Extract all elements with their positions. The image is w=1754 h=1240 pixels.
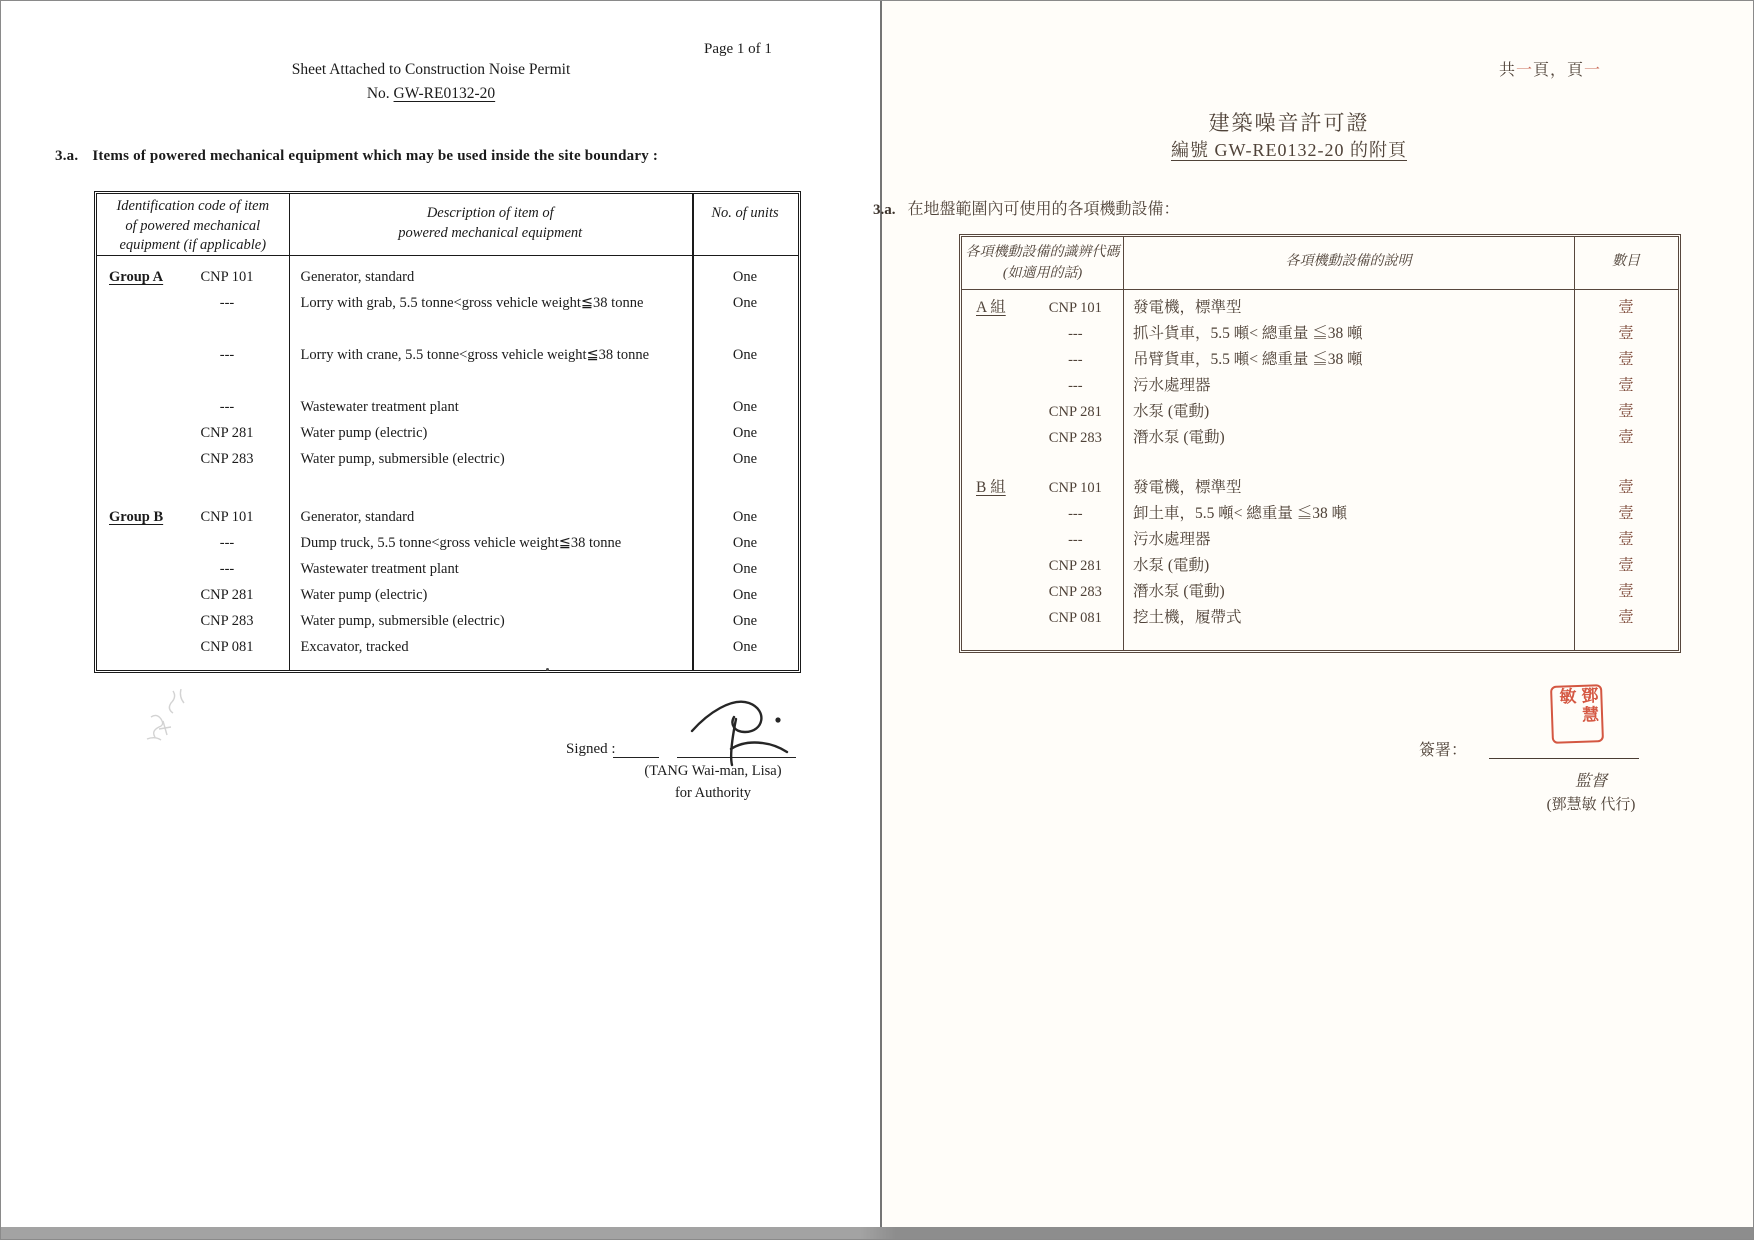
permit-no-prefix: No. [366, 85, 394, 102]
signed-label: Signed : [566, 741, 616, 757]
group-label: Group B [109, 509, 164, 525]
table-column-divider [289, 194, 291, 670]
section-number: 3.a. [55, 148, 79, 164]
section-heading-zh [873, 196, 1180, 219]
code-cell: CNP 283 [200, 451, 254, 467]
scanner-edge [1, 1227, 1754, 1240]
units-cell: One [732, 295, 758, 311]
code-cell: CNP 281 [200, 425, 254, 441]
signed-label-zh: 簽署： [1419, 742, 1468, 759]
units-cell: One [732, 425, 758, 441]
header-units-column: No. of units [711, 205, 779, 221]
table-row [962, 295, 1678, 321]
page-number: Page 1 of 1 [704, 41, 772, 57]
document-title-zh: 建築噪音許可證 [1208, 111, 1370, 135]
description-cell: 挖土機，履帶式 [1133, 609, 1242, 626]
header-line: equipment (if applicable) [119, 237, 267, 253]
units-cell: One [732, 639, 758, 655]
signer-name-zh: (鄧慧敏 代行) [1546, 797, 1636, 813]
table-row [962, 579, 1678, 605]
units-cell: One [732, 613, 758, 629]
description-cell: 卸土車，5.5 噸< 總重量 ≦38 噸 [1133, 505, 1348, 522]
code-cell: --- [219, 535, 235, 551]
name-chop-stamp [1550, 684, 1604, 744]
table-row [962, 475, 1678, 501]
table-header-row-zh [962, 237, 1678, 290]
code-cell: CNP 081 [1048, 610, 1102, 626]
code-cell: --- [1068, 378, 1083, 394]
header-description-column: 各項機動設備的說明 [1285, 254, 1412, 269]
permit-number: GW-RE0132-20 [393, 85, 496, 102]
table-row [962, 425, 1678, 451]
units-cell: 壹 [1618, 505, 1634, 522]
header-line: Description of item of [426, 205, 554, 221]
signer-role-zh: 監督 [1574, 773, 1607, 790]
signature-period [775, 717, 780, 722]
units-cell: One [732, 399, 758, 415]
section-heading-en [55, 148, 658, 165]
signer-name: (TANG Wai-man, Lisa) [644, 763, 782, 779]
code-cell: CNP 281 [1048, 404, 1102, 420]
description-cell: Wastewater treatment plant [300, 561, 459, 577]
units-cell: 壹 [1618, 325, 1634, 342]
permit-number-line-en [231, 85, 631, 103]
header-line: 各項機動設備的識辨代碼 [965, 245, 1120, 260]
signer-role: for Authority [674, 785, 752, 801]
units-cell: One [732, 451, 758, 467]
units-cell: 壹 [1618, 351, 1634, 368]
signature-ink [686, 687, 801, 767]
signature-line-zh [1489, 758, 1639, 759]
table-column-divider [692, 194, 694, 670]
table-column-divider [1123, 237, 1124, 650]
group-spacer [962, 451, 1678, 475]
code-cell: CNP 283 [1048, 584, 1102, 600]
units-cell: 壹 [1618, 557, 1634, 574]
table-row [962, 373, 1678, 399]
document-title-en: Sheet Attached to Construction Noise Permit [291, 61, 571, 78]
description-cell: Dump truck, 5.5 tonne<gross vehicle weight≦38 tonne [300, 535, 622, 551]
units-cell: 壹 [1618, 377, 1634, 394]
header-line: (如適用的話) [1002, 266, 1083, 281]
units-cell: 壹 [1618, 299, 1634, 316]
equipment-table-zh [959, 234, 1681, 653]
units-cell: One [732, 269, 758, 285]
code-cell: --- [1068, 532, 1083, 548]
code-cell: CNP 283 [1048, 430, 1102, 446]
table-row [962, 605, 1678, 631]
section-heading-text: Items of powered mechanical equipment which may be used inside the site boundary : [92, 148, 659, 164]
table-body-zh [962, 290, 1678, 631]
code-cell: CNP 101 [200, 509, 254, 525]
permit-number-line-zh: 編號 GW-RE0132-20 的附頁 [1171, 140, 1407, 160]
equipment-table-en [94, 191, 801, 673]
code-cell: CNP 281 [1048, 558, 1102, 574]
description-cell: 潛水泵 (電動) [1133, 429, 1225, 446]
description-cell: 發電機，標準型 [1133, 479, 1242, 496]
note-part: 頁，頁 [1533, 62, 1585, 79]
description-cell: 潛水泵 (電動) [1133, 583, 1225, 600]
section-number: 3.a. [873, 202, 896, 218]
description-cell: Water pump, submersible (electric) [300, 613, 505, 629]
units-cell: One [732, 561, 758, 577]
units-cell: 壹 [1618, 429, 1634, 446]
code-cell: CNP 101 [1048, 300, 1102, 316]
description-cell: 吊臂貨車，5.5 噸< 總重量 ≦38 噸 [1133, 351, 1363, 368]
description-cell: Lorry with grab, 5.5 tonne<gross vehicle weight≦38 tonne [300, 295, 644, 311]
code-cell: --- [1068, 352, 1083, 368]
units-cell: One [732, 535, 758, 551]
table-row [962, 347, 1678, 373]
description-cell: 發電機，標準型 [1133, 299, 1242, 316]
table-row [962, 527, 1678, 553]
description-cell: Lorry with crane, 5.5 tonne<gross vehicle weight≦38 tonne [300, 347, 650, 363]
code-cell: --- [1068, 326, 1083, 342]
section-heading-text: 在地盤範圍內可使用的各項機動設備： [907, 201, 1180, 218]
description-cell: Excavator, tracked [300, 639, 409, 655]
units-cell: 壹 [1618, 403, 1634, 420]
header-description-column [289, 194, 693, 255]
code-cell: CNP 281 [200, 587, 254, 603]
units-cell: One [732, 347, 758, 363]
description-cell: 抓斗貨車，5.5 噸< 總重量 ≦38 噸 [1133, 325, 1363, 342]
units-cell: 壹 [1618, 583, 1634, 600]
code-cell: --- [219, 347, 235, 363]
table-column-divider [1574, 237, 1575, 650]
description-cell: 水泵 (電動) [1133, 557, 1210, 574]
description-cell: Water pump (electric) [300, 425, 428, 441]
table-row [962, 399, 1678, 425]
header-line: powered mechanical equipment [398, 224, 583, 241]
stamp-text: 鄧慧敏 [1556, 686, 1599, 725]
units-cell: One [732, 587, 758, 603]
header-line: Identification code of item [116, 198, 270, 214]
description-cell: Water pump, submersible (electric) [300, 451, 505, 467]
signature-line [677, 757, 796, 758]
table-row [962, 321, 1678, 347]
code-cell: CNP 081 [200, 639, 254, 655]
note-part-red: 一 [1584, 62, 1602, 79]
table-row [962, 501, 1678, 527]
scan-speck [546, 668, 549, 671]
page-divider [880, 1, 882, 1240]
header-line: of powered mechanical [125, 217, 261, 234]
header-code-column [97, 194, 289, 255]
group-label: Group A [109, 269, 164, 285]
group-label: A 組 [976, 299, 1006, 316]
note-part: 共 [1499, 62, 1517, 79]
code-cell: --- [219, 399, 235, 415]
code-cell: CNP 283 [200, 613, 254, 629]
code-cell: CNP 101 [1048, 480, 1102, 496]
signature-line-short [613, 757, 659, 758]
pencil-smudge [143, 687, 213, 745]
description-cell: 水泵 (電動) [1133, 403, 1210, 420]
description-cell: Water pump (electric) [300, 587, 428, 603]
description-cell: Generator, standard [300, 509, 415, 525]
units-cell: 壹 [1618, 609, 1634, 626]
code-cell: --- [219, 295, 235, 311]
description-cell: 污水處理器 [1133, 377, 1211, 394]
units-cell: 壹 [1618, 479, 1634, 496]
units-cell: 壹 [1618, 531, 1634, 548]
page-count-note [1499, 57, 1601, 80]
code-cell: --- [219, 561, 235, 577]
note-part-red: 一 [1516, 62, 1534, 79]
code-cell: CNP 101 [200, 269, 254, 285]
group-label: B 組 [976, 479, 1006, 496]
table-row [962, 553, 1678, 579]
description-cell: 污水處理器 [1133, 531, 1211, 548]
code-cell: --- [1068, 506, 1083, 522]
units-cell: One [732, 509, 758, 525]
description-cell: Wastewater treatment plant [300, 399, 459, 415]
header-code-column [962, 237, 1123, 289]
header-units-column: 數目 [1612, 254, 1640, 269]
description-cell: Generator, standard [300, 269, 415, 285]
